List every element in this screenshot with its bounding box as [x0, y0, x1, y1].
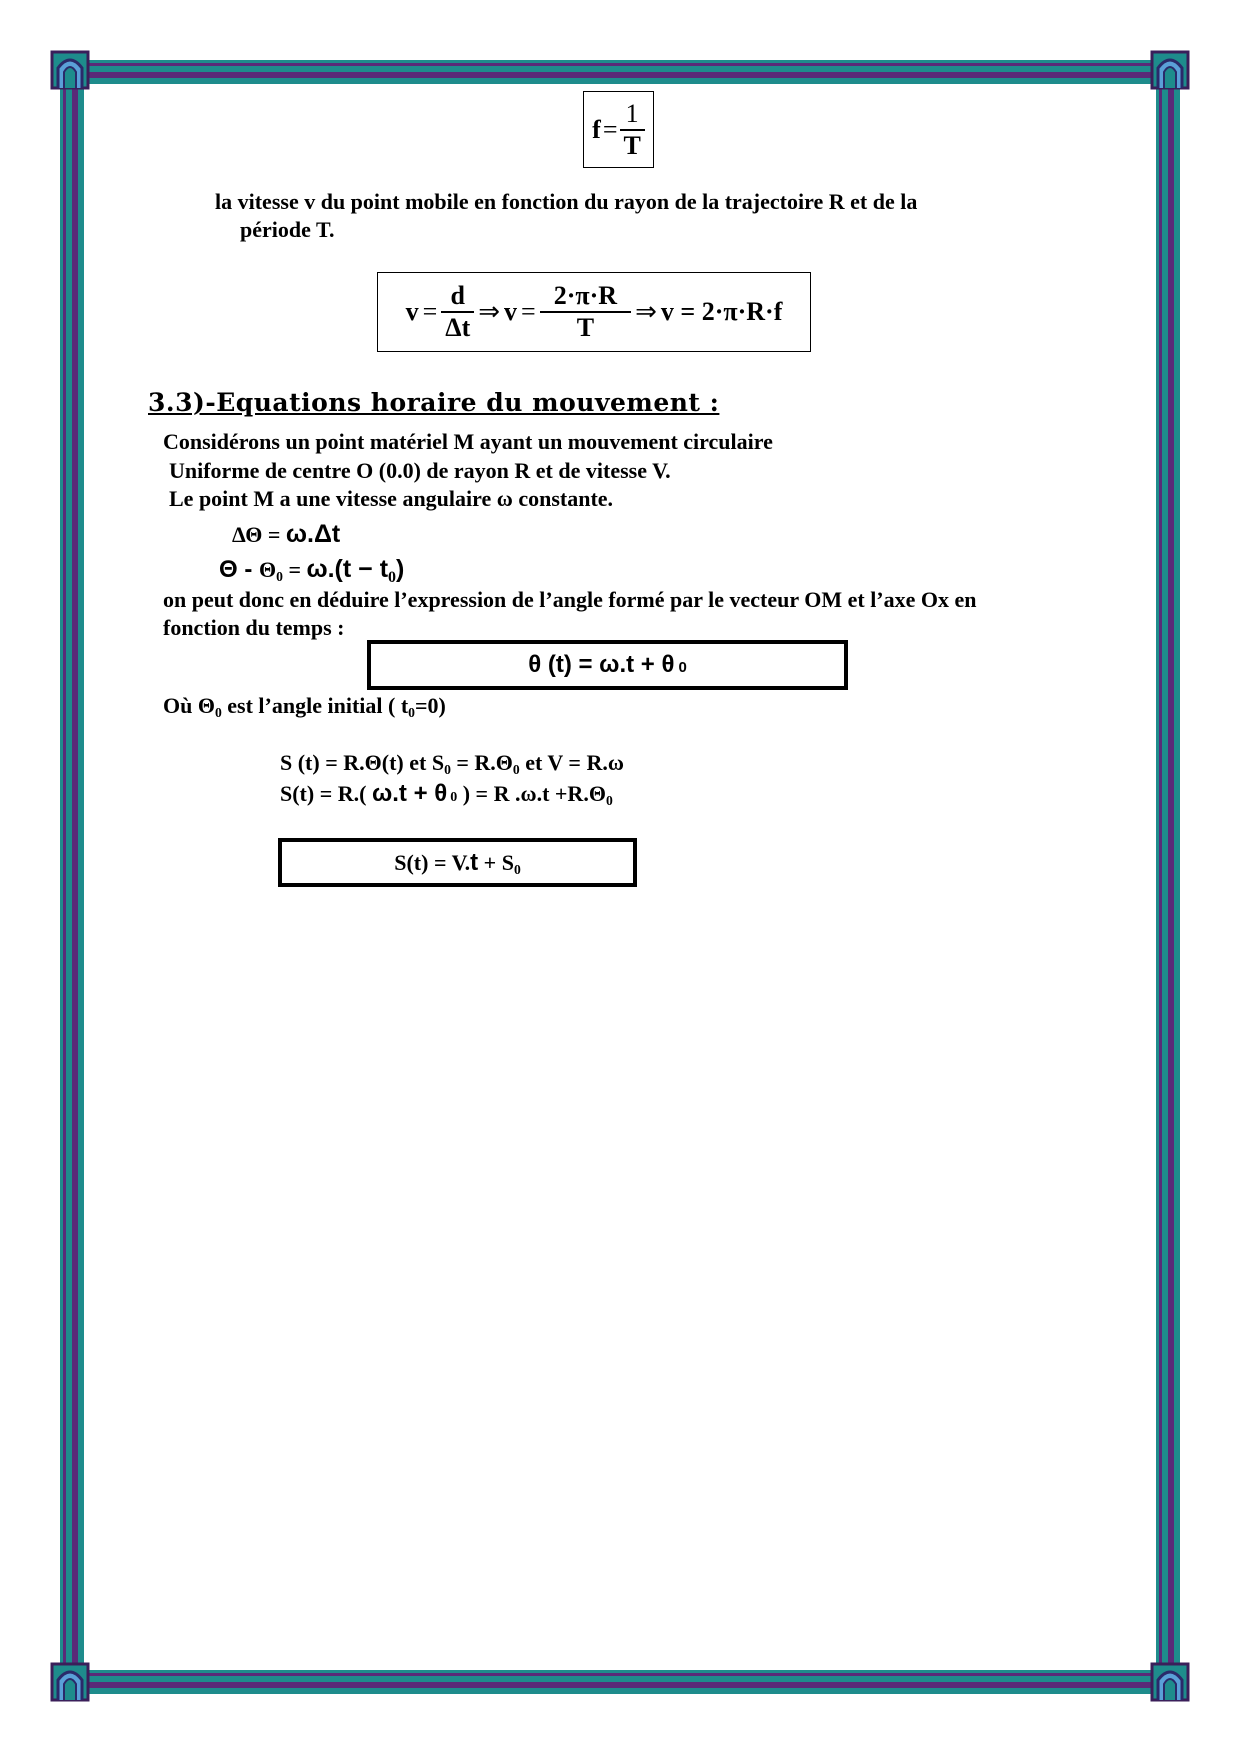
- eq2-close: ): [396, 555, 405, 583]
- vel-v2: v: [504, 297, 518, 326]
- freq-numerator: 1: [625, 98, 639, 128]
- initial-angle-line: [163, 693, 446, 721]
- s-line1-c: et V = R.ω: [519, 750, 624, 775]
- freq-eq: =: [602, 114, 618, 144]
- velocity-intro-line2: période T.: [240, 217, 335, 242]
- boxed-theta-equation: [367, 640, 848, 690]
- vel-eq1: =: [422, 297, 438, 326]
- vel-v1: v: [405, 297, 419, 326]
- formula-frequency: [583, 91, 654, 168]
- s-line2-c: ) = R .ω.t +R.Θ: [457, 781, 606, 806]
- boxed-theta-sub: 0: [678, 659, 687, 676]
- boxed-s-a: S(t) = V.: [394, 850, 471, 875]
- vel-rhs: v = 2·π·R·f: [660, 297, 783, 326]
- vel-arrow1: ⇒: [478, 297, 501, 326]
- vel-fraction-1: [441, 281, 474, 343]
- s-line1-b: = R.Θ: [450, 750, 513, 775]
- eq1-left: ΔΘ =: [232, 522, 286, 547]
- initial-a: Où Θ: [163, 693, 215, 718]
- s-line1-b-sub: 0: [512, 762, 520, 778]
- equation-theta-diff: [219, 555, 404, 587]
- s-line2-c-sub: 0: [605, 793, 613, 809]
- border-left: [60, 62, 84, 1674]
- eq2-theta0: Θ: [259, 557, 277, 582]
- eq2-equals: =: [282, 557, 307, 582]
- s-line2-b-sub: 0: [450, 790, 458, 805]
- eq2-theta0-sub: 0: [276, 569, 283, 585]
- boxed-s-c: + S: [478, 850, 514, 875]
- s-line1: [280, 750, 624, 778]
- corner-arch-icon: [1150, 1662, 1190, 1702]
- s-line2: [280, 780, 613, 809]
- vel-num1: d: [450, 281, 465, 310]
- s-line1-a: S (t) = R.Θ(t) et S: [280, 750, 445, 775]
- vel-fraction-2: [540, 281, 631, 343]
- body-line4: on peut donc en déduire l’expression de l’angle formé par le vecteur OM et l’axe Ox en: [163, 587, 977, 612]
- corner-arch-icon: [1150, 50, 1190, 90]
- vel-num2: 2·π·R: [553, 281, 618, 310]
- eq2-theta: Θ -: [219, 556, 259, 583]
- initial-b-sub: 0: [408, 705, 415, 721]
- freq-denominator: T: [620, 129, 645, 161]
- s-line2-b: ω.t + θ: [371, 780, 448, 807]
- boxed-s-sub: 0: [513, 862, 521, 878]
- freq-lhs: f: [592, 114, 601, 144]
- initial-b: est l’angle initial ( t: [221, 693, 409, 718]
- equation-delta-theta: [232, 520, 340, 549]
- vel-arrow2: ⇒: [635, 297, 657, 326]
- body-line3: Le point M a une vitesse angulaire ω constante.: [169, 486, 614, 511]
- body-line5: fonction du temps :: [163, 615, 345, 640]
- s-line1-a-sub: 0: [444, 762, 451, 778]
- vel-den2: T: [540, 311, 631, 343]
- body-line2: Uniforme de centre O (0.0) de rayon R et de vitesse V.: [169, 458, 671, 483]
- border-top: [62, 60, 1174, 84]
- border-bottom: [62, 1670, 1174, 1694]
- eq2-omega: ω.(t − t: [306, 555, 389, 583]
- boxed-s-equation: [278, 838, 637, 887]
- body-line1: Considérons un point matériel M ayant un mouvement circulaire: [163, 429, 773, 454]
- section-heading: 3.3)-Equations horaire du mouvement :: [148, 388, 720, 417]
- border-right: [1156, 62, 1180, 1674]
- boxed-theta-text: θ (t) = ω.t + θ: [528, 651, 675, 678]
- velocity-intro-line1: la vitesse v du point mobile en fonction du rayon de la trajectoire R et de la: [215, 189, 918, 214]
- corner-arch-icon: [50, 50, 90, 90]
- s-line2-a: S(t) = R.(: [280, 781, 372, 806]
- corner-arch-icon: [50, 1662, 90, 1702]
- eq1-right: ω.Δt: [285, 520, 341, 548]
- vel-den1: Δt: [441, 311, 474, 343]
- initial-a-sub: 0: [214, 705, 222, 721]
- formula-velocity: [377, 272, 811, 352]
- boxed-s-b: t: [470, 849, 479, 876]
- vel-eq2: =: [521, 297, 536, 326]
- freq-fraction: [620, 99, 645, 161]
- initial-c: =0): [414, 693, 446, 718]
- eq2-t0-sub: 0: [388, 568, 397, 586]
